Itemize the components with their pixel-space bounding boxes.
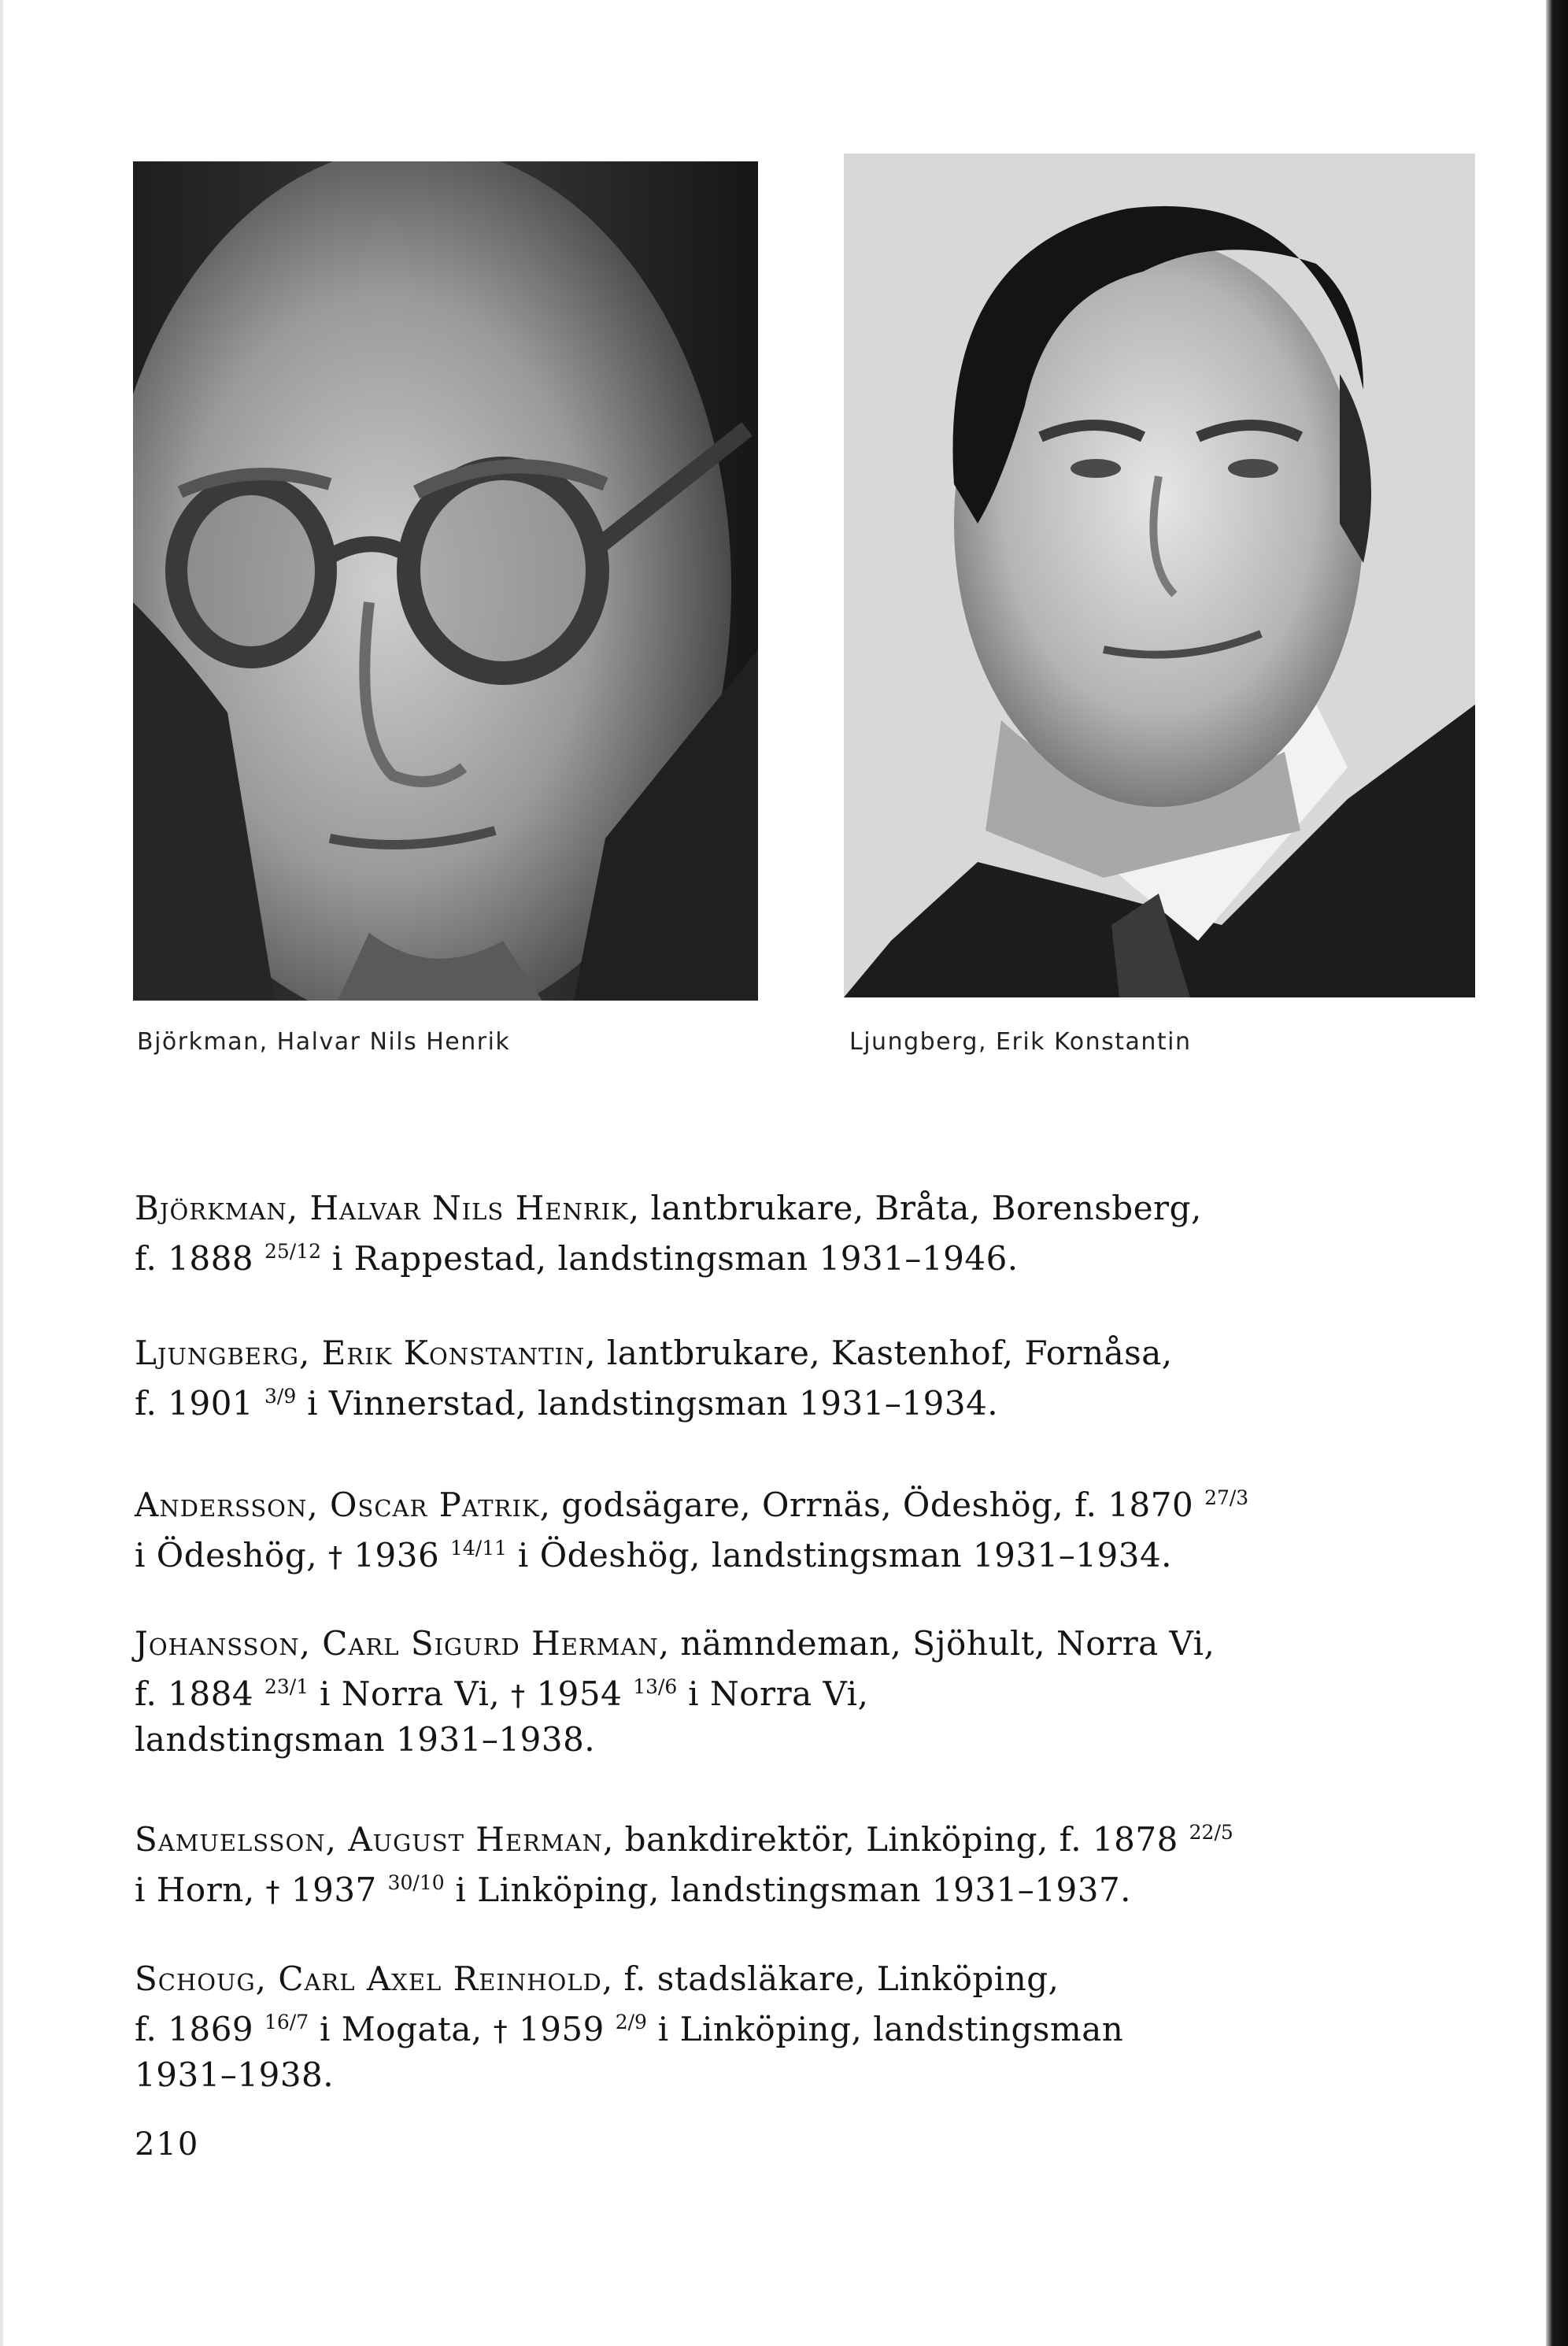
birth-date: 16/7: [264, 2011, 309, 2033]
portrait-photo-bjorkman: [133, 161, 758, 1001]
person-name: Schoug, Carl Axel Reinhold: [135, 1959, 602, 1998]
biography-entry: Ljungberg, Erik Konstantin, lantbrukare, Kastenhof, Fornåsa, f. 1901 $^{3/9}$ i Vinnerstad, landstingsman 1931–1934.: [135, 1334, 1173, 1423]
page-number: 210: [135, 2126, 200, 2163]
portrait-photo-ljungberg: [844, 154, 1475, 997]
birth-date: 22/5: [1189, 1821, 1233, 1844]
death-date: 2/9: [615, 2011, 647, 2033]
birth-date: 3/9: [264, 1385, 297, 1408]
person-name: Ljungberg, Erik Konstantin: [135, 1334, 586, 1372]
death-date: 13/6: [633, 1675, 678, 1698]
page-edge-shadow: [1546, 0, 1568, 2346]
death-date: 14/11: [450, 1537, 508, 1560]
dagger-symbol: †: [265, 1876, 281, 1908]
book-page: [3, 0, 1546, 2346]
dagger-symbol: †: [327, 1541, 343, 1574]
birth-date: 27/3: [1204, 1486, 1249, 1509]
photo-caption-left: Björkman, Halvar Nils Henrik: [137, 1028, 511, 1056]
dagger-symbol: †: [511, 1680, 526, 1712]
person-name: Björkman, Halvar Nils Henrik: [135, 1189, 629, 1227]
birth-date: 25/12: [264, 1240, 322, 1263]
biography-entry: Samuelsson, August Herman, bankdirektör, Linköping, f. 1878 $^{22/5}$ i Horn, † 1937 $^{30/10}$ i Linköping, landstingsman 1931–1937.: [135, 1820, 1233, 1909]
biography-entry: Björkman, Halvar Nils Henrik, lantbrukare, Bråta, Borensberg, f. 1888 $^{25/12}$ i Rappestad, landstingsman 1931–1946.: [135, 1189, 1202, 1278]
person-name: Andersson, Oscar Patrik: [135, 1486, 540, 1524]
biography-entry: Schoug, Carl Axel Reinhold, f. stadsläkare, Linköping, f. 1869 $^{16/7}$ i Mogata, † 1959 $^{2/9}$ i Linköping, landstingsman 1931–1938.: [135, 1959, 1124, 2094]
birth-date: 23/1: [264, 1675, 309, 1698]
biography-entry: Andersson, Oscar Patrik, godsägare, Orrnäs, Ödeshög, f. 1870 $^{27/3}$ i Ödeshög, † 1936 $^{14/11}$ i Ödeshög, landstingsman 1931–1934.: [135, 1486, 1249, 1574]
photo-caption-right: Ljungberg, Erik Konstantin: [849, 1028, 1192, 1056]
person-name: Johansson, Carl Sigurd Herman: [135, 1624, 659, 1663]
dagger-symbol: †: [493, 2015, 508, 2048]
person-name: Samuelsson, August Herman: [135, 1820, 603, 1859]
biography-entry: Johansson, Carl Sigurd Herman, nämndeman, Sjöhult, Norra Vi, f. 1884 $^{23/1}$ i Norra Vi, † 1954 $^{13/6}$ i Norra Vi, landstingsman 1931–1938.: [135, 1624, 1215, 1759]
death-date: 30/10: [387, 1871, 445, 1894]
